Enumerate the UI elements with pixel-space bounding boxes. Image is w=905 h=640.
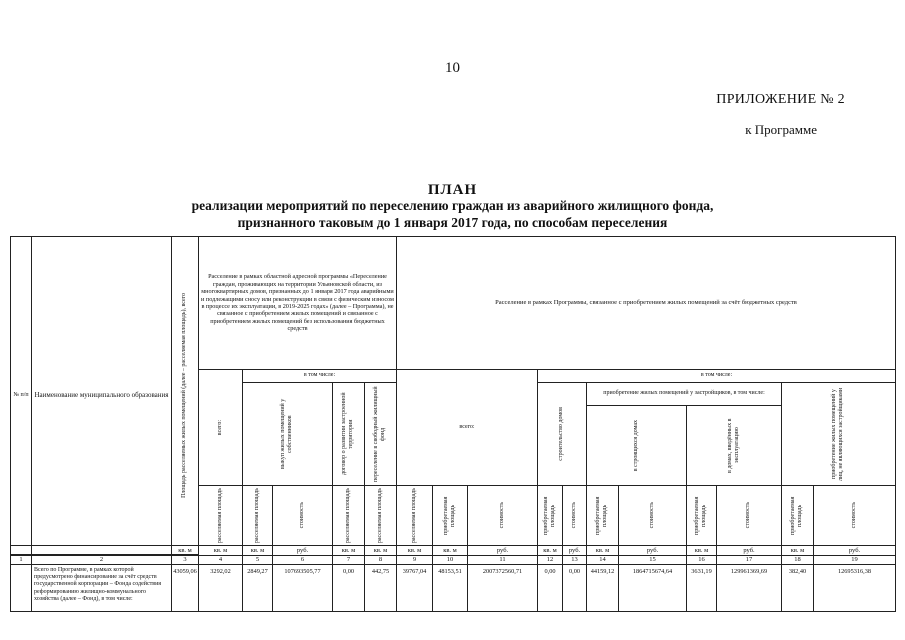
- table-cell: 39767,04: [396, 564, 433, 612]
- subheader-c4: [198, 485, 243, 546]
- row-total-name: Всего по Программе, в рамках которой предусмотрено финансирование за счёт средств государственной корпорации – Фонда содействия реформированию жилищно-коммунального хозяйства (далее – Фонд), в том числе:: [31, 564, 172, 612]
- column-number-cell: 7: [332, 555, 365, 565]
- unit-cell: руб.: [618, 545, 687, 556]
- unit-cell: кв. м: [537, 545, 563, 556]
- table-cell: 382,40: [781, 564, 814, 612]
- subheader-c12-text: приобретаемая площадь: [542, 496, 556, 535]
- column-number-cell: 2: [31, 555, 172, 565]
- header-buyout: [242, 382, 333, 486]
- header-group-budget: Расселение в рамках Программы, связанное с приобретением жилых помещений за счёт бюджетных средств: [396, 236, 896, 370]
- subheader-c5-text: расселяемая площадь: [253, 487, 260, 544]
- subheader-c19: [813, 485, 896, 546]
- table-cell: 44159,12: [586, 564, 619, 612]
- subheader-c6: [272, 485, 333, 546]
- unit-cell: руб.: [813, 545, 896, 556]
- unit-cell: кв. м: [432, 545, 468, 556]
- table-cell: 48153,51: [432, 564, 468, 612]
- document-title: ПЛАН: [427, 182, 478, 198]
- header-commissioned: [686, 405, 782, 486]
- header-free-fund-text: переселение в свободный жилищный фонд: [373, 386, 387, 482]
- subheader-c18-text: приобретаемая площадь: [790, 496, 804, 535]
- subheader-c9: [396, 485, 433, 546]
- subheader-c12: [537, 485, 563, 546]
- column-number-cell: 13: [562, 555, 587, 565]
- subheader-c8: [364, 485, 397, 546]
- table-cell: 0,00: [332, 564, 365, 612]
- header-construction-text: строительство домов: [558, 407, 565, 461]
- table-cell: 3631,19: [686, 564, 717, 612]
- subheader-c14: [586, 485, 619, 546]
- subheader-c17-text: стоимость: [745, 502, 752, 529]
- column-number-cell: 14: [586, 555, 619, 565]
- header-acquisition-other: [781, 382, 896, 486]
- subheader-c4-text: расселяемая площадь: [216, 487, 223, 544]
- subheader-c15-text: стоимость: [648, 502, 655, 529]
- header-construction: [537, 382, 587, 486]
- table-cell: 1864715674,64: [618, 564, 687, 612]
- subheader-c17: [716, 485, 782, 546]
- header-regional-total: [198, 369, 243, 486]
- subheader-c8-text: расселяемая площадь: [376, 487, 383, 544]
- column-number-cell: 8: [364, 555, 397, 565]
- unit-cell: кв. м: [332, 545, 365, 556]
- unit-cell: кв. м: [781, 545, 814, 556]
- table-cell: 107693505,77: [272, 564, 333, 612]
- subheader-c5: [242, 485, 273, 546]
- row-total-no: [10, 564, 32, 612]
- to-program-label: к Программе: [745, 122, 817, 137]
- column-number-cell: 11: [467, 555, 538, 565]
- subheader-c19-text: стоимость: [850, 502, 857, 529]
- column-number-cell: 3: [171, 555, 199, 565]
- header-budget-in-that: в том числе:: [537, 369, 896, 383]
- subheader-c7: [332, 485, 365, 546]
- table-cell: 2849,27: [242, 564, 273, 612]
- column-number-cell: 9: [396, 555, 433, 565]
- header-buyout-text: выкуп жилых помещений у собственников: [280, 398, 294, 470]
- document-subtitle-line1: реализации мероприятий по переселению граждан из аварийного жилищного фонда,: [191, 198, 714, 213]
- header-col-name: Наименование муниципального образования: [31, 236, 172, 555]
- table-cell: 129961369,69: [716, 564, 782, 612]
- subheader-c14-text: приобретаемая площадь: [595, 496, 609, 535]
- unit-cell: кв. м: [686, 545, 717, 556]
- unit-cell: кв. м: [586, 545, 619, 556]
- subheader-c11-text: стоимость: [498, 502, 505, 529]
- header-acquisition-dev: приобретение жилых помещений у застройщиков, в том числе:: [586, 382, 782, 406]
- header-under-construction-text: в строящихся домах: [632, 419, 639, 472]
- unit-cell: руб.: [272, 545, 333, 556]
- column-number-cell: 6: [272, 555, 333, 565]
- table-cell: 3292,02: [198, 564, 243, 612]
- table-cell: 12695316,38: [813, 564, 896, 612]
- table-cell: 0,00: [562, 564, 587, 612]
- table-cell: 0,00: [537, 564, 563, 612]
- column-number-cell: 12: [537, 555, 563, 565]
- header-budget-total: всего:: [396, 369, 538, 486]
- subheader-c18: [781, 485, 814, 546]
- header-regional-total-text: всего:: [216, 419, 223, 436]
- subheader-c10-text: приобретаемая площадь: [442, 496, 456, 535]
- subheader-c13: [562, 485, 587, 546]
- unit-cell: руб.: [716, 545, 782, 556]
- header-dev-agreement: [332, 382, 365, 486]
- column-number-cell: 1: [10, 555, 32, 565]
- unit-cell: руб.: [467, 545, 538, 556]
- header-free-fund: [364, 382, 397, 486]
- page-number: 10: [445, 60, 460, 76]
- header-col-total-area-text: Площадь расселяемых жилых помещений (далее – расселяемая площадь), всего: [181, 293, 188, 498]
- header-acquisition-other-text: приобретение жилых помещений у лиц, не являющихся застройщиками: [831, 387, 845, 481]
- subheader-c9-text: расселяемая площадь: [410, 487, 417, 544]
- subheader-c13-text: стоимость: [570, 502, 577, 529]
- header-dev-agreement-text: договор о развитии застроенной территории: [341, 392, 355, 476]
- document-subtitle-line2: признанного таковым до 1 января 2017 года, по способам переселения: [237, 215, 668, 230]
- header-col-no: № п/п: [10, 236, 32, 555]
- column-number-cell: 15: [618, 555, 687, 565]
- header-commissioned-text: в домах, введённых в эксплуатацию: [726, 418, 740, 473]
- table-cell: 442,75: [364, 564, 397, 612]
- unit-cell: руб.: [562, 545, 587, 556]
- column-number-cell: 18: [781, 555, 814, 565]
- column-number-cell: 17: [716, 555, 782, 565]
- subheader-c16-text: приобретаемая площадь: [694, 496, 708, 535]
- header-group-regional: Расселение в рамках областной адресной программы «Переселение граждан, проживающих на территории Ульяновской области, из многоквартирных домов, признанных до 1 января 2017 года аварийными и подлежащими сносу или реконструкции в связи с физическим износом в процессе их эксплуатации, в 2019-2025 годах» (далее – Программа), не связанное с приобретением жилых помещений и связанное с приобретением жилых помещений без использования бюджетных средств: [198, 236, 397, 370]
- header-col-total-area: [171, 236, 199, 555]
- appendix-label: ПРИЛОЖЕНИЕ № 2: [716, 92, 845, 107]
- column-number-cell: 10: [432, 555, 468, 565]
- table-cell: 2007372560,71: [467, 564, 538, 612]
- subheader-c6-text: стоимость: [298, 502, 305, 529]
- unit-cell: кв. м: [171, 545, 199, 556]
- unit-cell: кв. м: [396, 545, 433, 556]
- unit-cell: кв. м: [198, 545, 243, 556]
- table-cell: 43059,06: [171, 564, 199, 612]
- column-number-cell: 4: [198, 555, 243, 565]
- column-number-cell: 16: [686, 555, 717, 565]
- subheader-c10: [432, 485, 468, 546]
- header-regional-in-that: в том числе:: [242, 369, 397, 383]
- unit-cell: кв. м: [242, 545, 273, 556]
- subheader-c15: [618, 485, 687, 546]
- subheader-c16: [686, 485, 717, 546]
- subheader-c11: [467, 485, 538, 546]
- unit-cell: кв. м: [364, 545, 397, 556]
- header-under-construction: [586, 405, 687, 486]
- column-number-cell: 5: [242, 555, 273, 565]
- column-number-cell: 19: [813, 555, 896, 565]
- subheader-c7-text: расселяемая площадь: [344, 487, 351, 544]
